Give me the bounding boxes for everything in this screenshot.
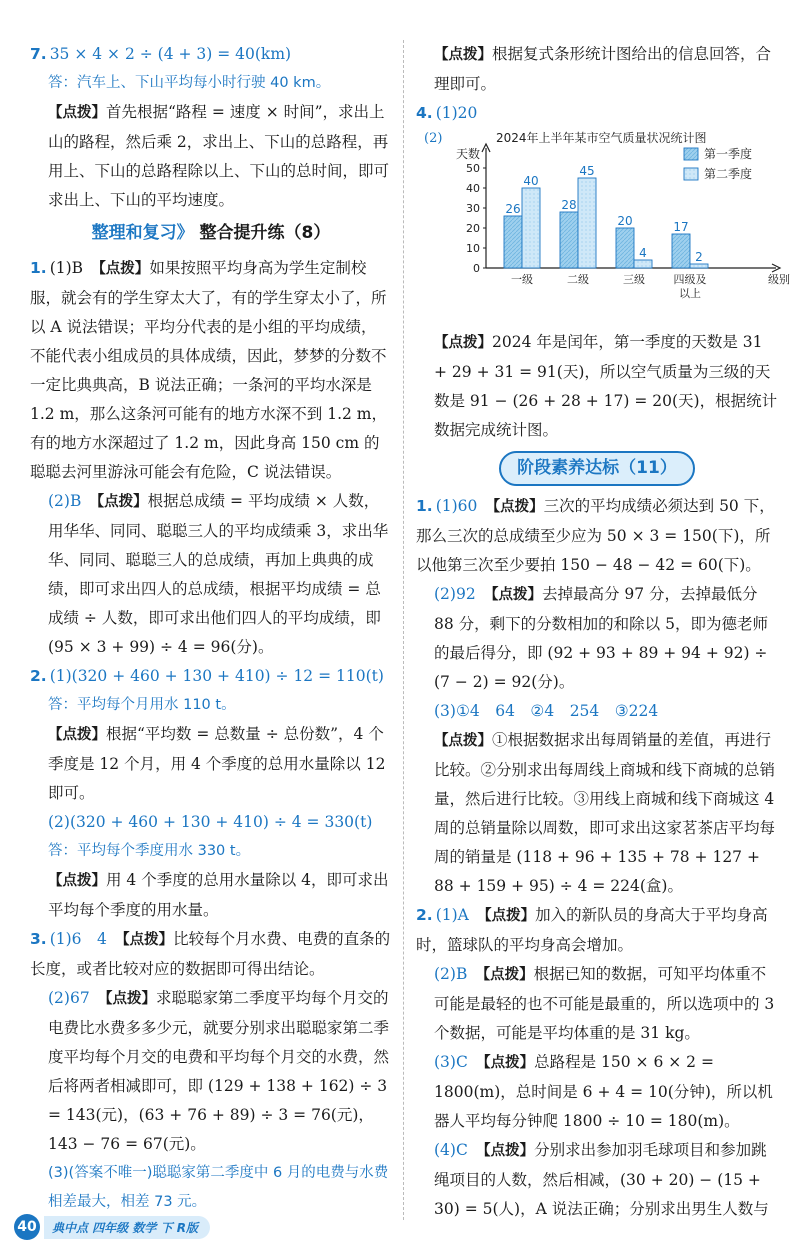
bar-value-label: 17 xyxy=(673,220,689,234)
page-footer xyxy=(14,1214,210,1240)
q7-tip: 【点拨】首先根据“路程 = 速度 × 时间”，求出上山的路程，然后乘 2，求出上、下山的总路程，再用上、下山的总路程除以上、下山的总时间，即可求出上、下山的平均速度。 xyxy=(48,103,390,209)
q2-part1-calc: 2. (1)(320 + 460 + 130 + 410) ÷ 12 = 110(t) xyxy=(30,667,384,685)
legend-swatch xyxy=(684,168,698,180)
legend-label: 第二季度 xyxy=(704,167,753,181)
bar-value-label: 40 xyxy=(523,174,539,188)
section-heading-review: 整理和复习》 整合提升练（8） xyxy=(91,223,331,243)
x-tick-label: 一级 xyxy=(511,273,533,286)
q4-part1: 4. (1)20 xyxy=(416,104,478,122)
q7-answer: 答：汽车上、下山平均每小时行驶 40 km。 xyxy=(48,75,331,91)
y-tick-label: 20 xyxy=(466,222,480,235)
legend-swatch xyxy=(684,148,698,160)
left-column xyxy=(30,40,392,1217)
bar-value-label: 20 xyxy=(617,214,633,228)
q3-part1: 3. (1)6 4 【点拨】比较每个月水费、电费的直条的长度，或者比较对应的数据即可得出结论。 xyxy=(30,930,391,978)
right-column xyxy=(416,40,790,1224)
stage-title-pill: 阶段素养达标（11） xyxy=(499,451,695,486)
r1-part3-head: (3)①4 64 ②4 254 ③224 xyxy=(434,702,659,720)
y-tick-label: 40 xyxy=(466,182,480,195)
y-tick-label: 10 xyxy=(466,242,480,255)
bar-q1 xyxy=(504,216,522,268)
bar-value-label: 28 xyxy=(561,198,577,212)
q2-part2-tip: 【点拨】用 4 个季度的总用水量除以 4，即可求出平均每个季度的用水量。 xyxy=(48,871,389,919)
page-number: 40 xyxy=(14,1214,40,1240)
r2-part4: (4)C 【点拨】分别求出参加羽毛球项目和参加跳绳项目的人数，然后相减，(30 + 20) − (15 + 30) = 5(人)，A 说法正确；分别求出男生人数与 xyxy=(434,1141,769,1218)
r2-part3: (3)C 【点拨】总路程是 150 × 6 × 2 = 1800(m)，总时间是 6 + 4 = 10(分钟)，所以机器人平均每分钟爬 1800 ÷ 10 = 180(m)。 xyxy=(434,1053,773,1130)
r1-part3-tip: 【点拨】①根据数据求出每周销量的差值，再进行比较。②分别求出每周线上商城和线下商城的总销量，然后进行比较。③用线上商城和线下商城这 4 周的总销量除以周数，即可求出这家茗茶店平均每周的销量是 (118 + 96 + 135 + 78 + 127 + 88 + 159 + 95) ÷ 4 = 224(盒)。 xyxy=(434,731,776,895)
chart-sub-label: (2) xyxy=(424,131,443,146)
x-tick-label: 以上 xyxy=(679,287,701,300)
bar-value-label: 2 xyxy=(695,250,703,264)
bar-q2 xyxy=(578,178,596,268)
q3-right-tip: 【点拨】根据复式条形统计图给出的信息回答，合理即可。 xyxy=(434,45,772,93)
q2-part1-tip: 【点拨】根据“平均数 = 总数量 ÷ 总份数”，4 个季度是 12 个月，用 4 个季度的总用水量除以 12 即可。 xyxy=(48,725,386,802)
bar-value-label: 26 xyxy=(505,202,521,216)
q2-part2-answer: 答：平均每个季度用水 330 t。 xyxy=(48,843,251,859)
q1-part2: (2)B 【点拨】根据总成绩 = 平均成绩 × 人数，用华华、同同、聪聪三人的平均成绩乘 3，求出华华、同同、聪聪三人的总成绩，再加上典典的成绩，即可求出四人的总成绩，根据平均成绩 = 总成绩 ÷ 人数，即可求出他们四人的平均成绩，即 (95 × 3 + 99) ÷ 4 = 96(分)。 xyxy=(48,492,389,656)
column-divider xyxy=(403,40,404,1220)
x-tick-label: 二级 xyxy=(567,273,589,286)
bar-q2 xyxy=(634,260,652,268)
r1-part1: 1. (1)60 【点拨】三次的平均成绩必须达到 50 下，那么三次的总成绩至少应为 50 × 3 = 150(下)，所以他第三次至少要拍 150 − 48 − 42 = 60(下)。 xyxy=(416,497,775,574)
x-tick-label: 三级 xyxy=(623,273,645,286)
bar-q1 xyxy=(560,212,578,268)
y-tick-label: 50 xyxy=(466,162,480,175)
q7-calc: 7. 35 × 4 × 2 ÷ (4 + 3) = 40(km) xyxy=(30,45,292,63)
q4-note: 【点拨】2024 年是闰年，第一季度的天数是 31 + 29 + 31 = 91(天)，所以空气质量为三级的天数是 91 − (26 + 28 + 17) = 20(天)，根据统计数据完成统计图。 xyxy=(434,333,778,439)
bar-value-label: 45 xyxy=(579,164,595,178)
section-heading-stage xyxy=(416,445,778,492)
r2-part2: (2)B 【点拨】根据已知的数据，可知平均体重不可能是最轻的也不可能是最重的，所以选项中的 3 个数据，可能是平均体重的是 31 kg。 xyxy=(434,965,775,1042)
r1-part2: (2)92 【点拨】去掉最高分 97 分，去掉最低分 88 分，剩下的分数相加的和除以 5，即为德老师的最后得分，即 (92 + 93 + 89 + 94 + 92) ÷ (7 − 2) = 92(分)。 xyxy=(434,585,768,691)
q2-part2-calc: (2)(320 + 460 + 130 + 410) ÷ 4 = 330(t) xyxy=(48,813,373,831)
book-brand: 典中点 四年级 数学 下 R版 xyxy=(44,1216,210,1239)
air-quality-chart xyxy=(416,128,790,328)
y-tick-label: 30 xyxy=(466,202,480,215)
bar-q1 xyxy=(672,234,690,268)
bar-q2 xyxy=(522,188,540,268)
bar-q2 xyxy=(690,264,708,268)
q1-part1: 1. (1)B 【点拨】如果按照平均身高为学生定制校服，就会有的学生穿太大了，有的学生穿太小了，所以 A 说法错误；平均分代表的是小组的平均成绩，不能代表小组成员的具体成绩，因此，梦梦的分数不一定比典典高，B 说法正确；一条河的平均水深是 1.2 m，那么这条河可能有的地方水深不到 1.2 m，有的地方水深超过了 1.2 m，因此身高 150 cm 的聪聪去河里游泳可能会有危险，C 说法错误。 xyxy=(30,259,387,481)
bar-value-label: 4 xyxy=(639,246,647,260)
x-axis-label: 级别 xyxy=(768,273,790,286)
q3-part2: (2)67 【点拨】求聪聪家第二季度平均每个月交的电费比水费多多少元，就要分别求出聪聪家第二季度平均每个月交的电费和平均每个月交的水费，然后将两者相减即可，即 (129 + 138 + 162) ÷ 3 = 143(元)，(63 + 76 + 89) ÷ 3 = 76(元)，143 − 76 = 67(元)。 xyxy=(48,989,390,1153)
q3-part3: (3)(答案不唯一)聪聪家第二季度中 6 月的电费与水费相差最大，相差 73 元。 xyxy=(48,1165,389,1210)
bar-q1 xyxy=(616,228,634,268)
q7-number: 7. xyxy=(30,45,47,63)
x-tick-label: 四级及 xyxy=(673,273,707,286)
chart-title: 2024年上半年某市空气质量状况统计图 xyxy=(496,131,707,145)
y-tick-label: 0 xyxy=(473,262,480,275)
y-axis-label: 天数 xyxy=(456,147,481,161)
r2-part1: 2. (1)A 【点拨】加入的新队员的身高大于平均身高时，篮球队的平均身高会增加。 xyxy=(416,906,768,954)
legend-label: 第一季度 xyxy=(704,147,753,161)
q2-part1-answer: 答：平均每个月用水 110 t。 xyxy=(48,697,236,713)
chart-svg xyxy=(416,128,790,328)
